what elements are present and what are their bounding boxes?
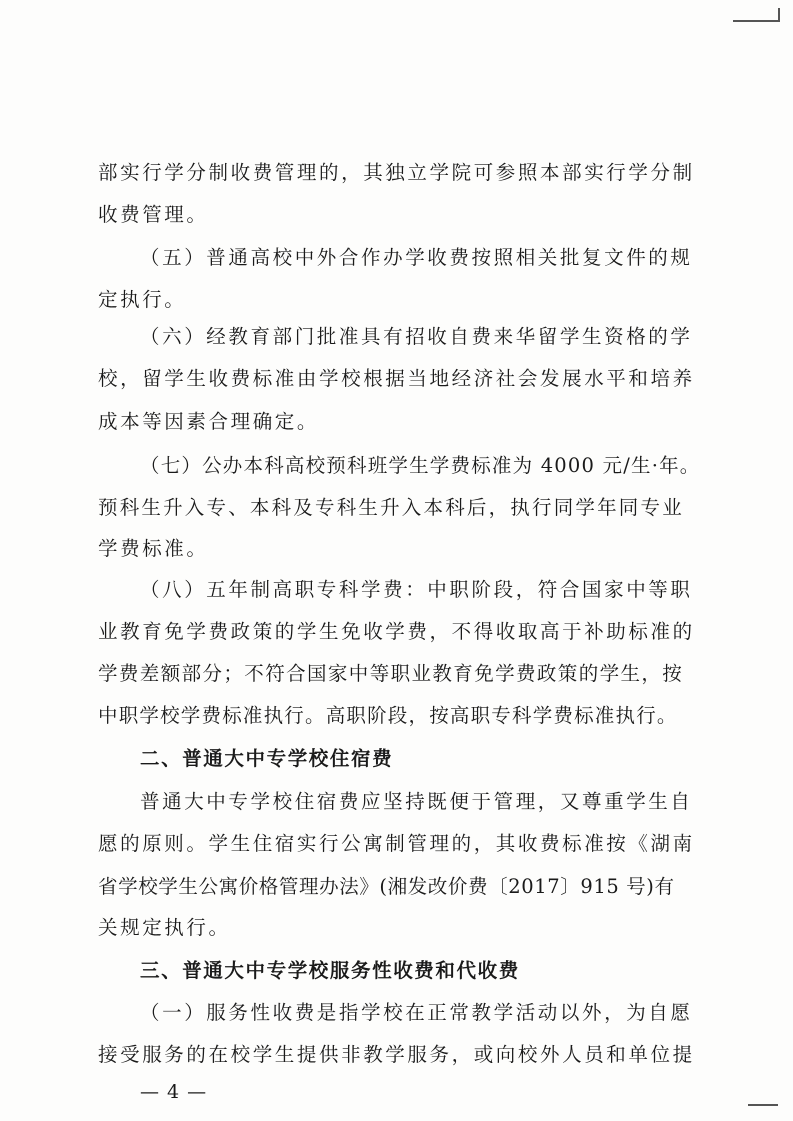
text-line: 学费差额部分；不符合国家中等职业教育免学费政策的学生，按: [98, 662, 684, 685]
text-line: 中职学校学费标准执行。高职阶段，按高职专科学费标准执行。: [98, 704, 678, 727]
page-number: — 4 —: [140, 1081, 208, 1103]
text-line: 校，留学生收费标准由学校根据当地经济社会发展水平和培养: [98, 367, 695, 390]
text-line: 省学校学生公寓价格管理办法》(湘发改价费〔2017〕915 号)有: [98, 875, 675, 898]
text-line: 关规定执行。: [98, 916, 231, 939]
text-line: 学费标准。: [98, 537, 209, 560]
scan-edge-mark: [733, 20, 778, 22]
text-line: 普通大中专学校住宿费应坚持既便于管理，又尊重学生自: [140, 790, 693, 813]
text-line: 部实行学分制收费管理的，其独立学院可参照本部实行学分制: [98, 161, 695, 184]
text-line: 预科生升入专、本科及专科生升入本科后，执行同学年同专业: [98, 496, 684, 519]
text-line: （六）经教育部门批准具有招收自费来华留学生资格的学: [140, 325, 693, 348]
text-line: 成本等因素合理确定。: [98, 410, 320, 433]
text-line: 愿的原则。学生住宿实行公寓制管理的，其收费标准按《湖南: [98, 832, 695, 855]
text-line: 接受服务的在校学生提供非教学服务，或向校外人员和单位提: [98, 1043, 695, 1066]
text-line: （五）普通高校中外合作办学收费按照相关批复文件的规: [140, 246, 693, 269]
section-heading: 二、普通大中专学校住宿费: [140, 747, 394, 770]
text-line: 收费管理。: [98, 203, 209, 226]
text-line: （七）公办本科高校预科班学生学费标准为 4000 元/生·年。: [140, 454, 701, 477]
scan-edge-mark: [778, 8, 780, 22]
text-line: 定执行。: [98, 288, 187, 311]
text-line: （一）服务性收费是指学校在正常教学活动以外，为自愿: [140, 1001, 693, 1024]
section-heading: 三、普通大中专学校服务性收费和代收费: [140, 959, 520, 982]
text-line: 业教育免学费政策的学生免收学费，不得收取高于补助标准的: [98, 620, 695, 643]
scan-edge-mark: [748, 1104, 778, 1106]
text-line: （八）五年制高职专科学费：中职阶段，符合国家中等职: [140, 578, 693, 601]
